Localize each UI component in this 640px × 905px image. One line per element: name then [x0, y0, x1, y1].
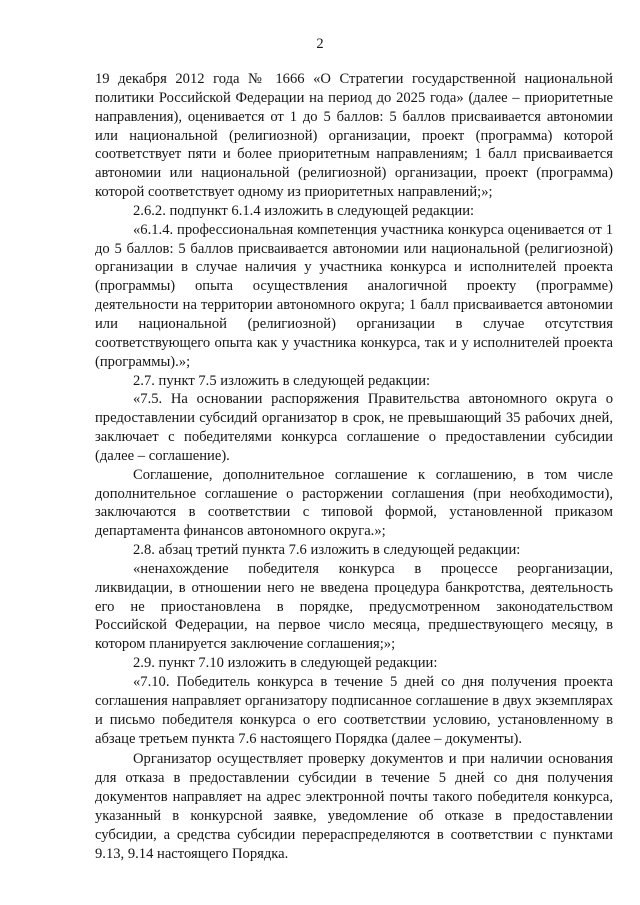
- paragraph-7-10-text: «7.10. Победитель конкурса в течение 5 дней со дня получения проекта соглашения направляет организатору подписанное соглашение в двух экземплярах и письмо победителя конкурса о его соответствии условию, установленному в абзаце третьем пункта 7.6 настоящего Порядка (далее – документы).: [95, 674, 613, 747]
- paragraph-organizer-check: Организатор осуществляет проверку документов и при наличии основания для отказа в предоставлении субсидии в течение 5 дней со дня получения документов направляет на адрес электронной почты такого победителя конкурса, указанный в конкурсной заявке, уведомление об отказе в предоставлении субсидии, а средства субсидии перераспределяются в соответствии с пунктами 9.13, 9.14 настоящего Порядка.: [95, 751, 613, 862]
- paragraph-amend-7-6: 2.8. абзац третий пункта 7.6 изложить в следующей редакции:: [133, 542, 521, 559]
- page-number: 2: [316, 36, 324, 52]
- paragraph-6-1-4-text: «6.1.4. профессиональная компетенция участника конкурса оценивается от 1 до 5 баллов: 5 баллов присваивается автономии или национальной (религиозной) организации в случае наличия у участника конкурса и исполнителей проекта (программы) опыта осуществления аналогичной проекту (программе) деятельности на территории автономного округа; 1 балл присваивается автономии или национальной (религиозной) организации в случае отсутствия соответствующего опыта как у участника конкурса, так и у исполнителей проекта (программы).»;: [95, 221, 613, 370]
- paragraph-7-5-text: «7.5. На основании распоряжения Правительства автономного округа о предоставлении субсидий организатор в срок, не превышающий 35 рабочих дней, заключает с победителями конкурса соглашение о предоставлении субсидии (далее – соглашение).: [95, 391, 613, 464]
- paragraph-priority-directions: 19 декабря 2012 года № 1666 «О Стратегии государственной национальной политики Российской Федерации на период до 2025 года» (далее – приоритетные направления), оценивается от 1 до 5 баллов: 5 баллов присваивается автономии или национальной (религиозной) организации, проект (программа) которой соответствует пяти и более приоритетным направлениям; 1 балл присваивается автономии или национальной (религиозной) организации, проект (программа) которой соответствует одному из приоритетных направлений;»;: [95, 71, 613, 201]
- paragraph-amend-7-10: 2.9. пункт 7.10 изложить в следующей редакции:: [133, 655, 438, 672]
- paragraph-agreement-text: Соглашение, дополнительное соглашение к соглашению, в том числе дополнительное соглашение о расторжении соглашения (при необходимости), заключаются в соответствии с типовой формой, установленной приказом департамента финансов автономного округа.»;: [95, 466, 613, 540]
- paragraph-7-6-text: «ненахождение победителя конкурса в процессе реорганизации, ликвидации, в отношении него не введена процедура банкротства, деятельность его не приостановлена в порядке, предусмотренном законодательством Российской Федерации, на первое число месяца, предшествующего месяцу, в котором планируется заключение соглашения;»;: [95, 560, 613, 653]
- paragraph-amend-7-5: 2.7. пункт 7.5 изложить в следующей редакции:: [133, 372, 431, 389]
- document-body: [95, 70, 613, 863]
- paragraph-amend-6-1-4: 2.6.2. подпункт 6.1.4 изложить в следующей редакции:: [133, 202, 475, 219]
